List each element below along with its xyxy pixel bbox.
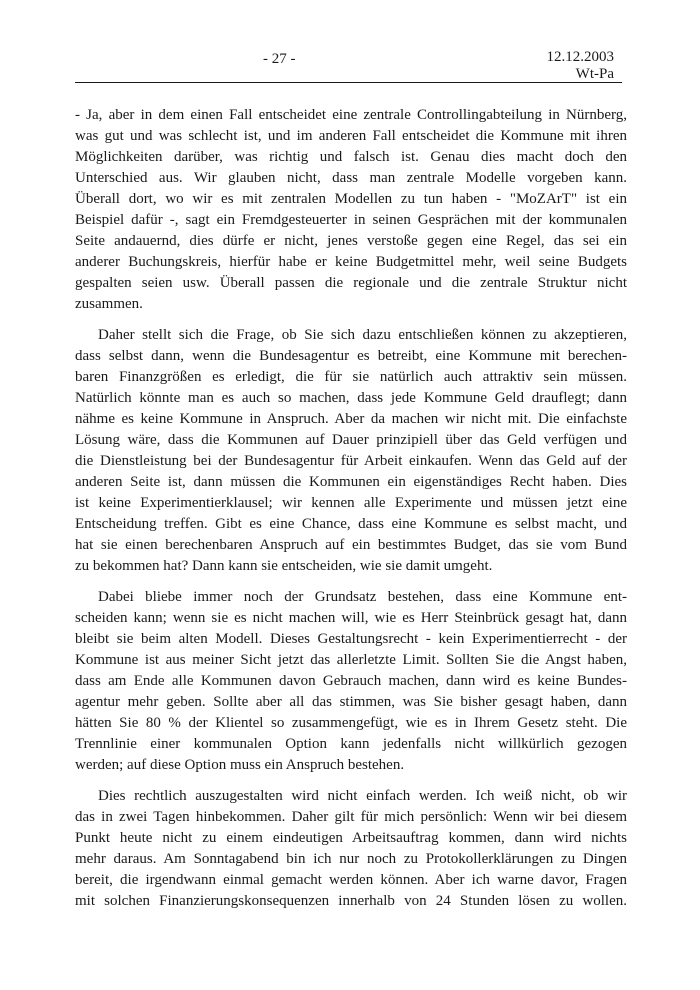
header-date: 12.12.2003	[546, 49, 614, 65]
paragraph	[75, 325, 627, 577]
page-number: - 27 -	[263, 51, 296, 67]
text-line: Entscheidung treffen. Gibt es eine Chance, dass eine Kommune es selbst macht, und	[75, 516, 627, 532]
text-line: anderen Seite ist, dann müssen die Kommunen ein eigenständiges Recht haben. Dies	[75, 474, 627, 490]
text-line: - Ja, aber in dem einen Fall entscheidet eine zentrale Controllingabteilung in Nürnberg,	[75, 107, 627, 123]
text-line: werden; auf diese Option muss ein Anspruch bestehen.	[75, 757, 405, 773]
text-line: anderer Buchungskreis, hierfür habe er keine Budgetmittel mehr, weil seine Budgets	[75, 254, 627, 270]
text-line: Beispiel dafür -, sagt ein Fremdgesteuerter in seinen Gesprächen mit der kommunalen	[75, 212, 627, 228]
text-line: gespalten seien usw. Überall passen die regionale und die zentrale Struktur nicht	[75, 275, 627, 291]
text-line: Lösung wäre, dass die Kommunen auf Dauer prinzipiell über das Geld verfügen und	[75, 432, 627, 448]
text-line: hat sie einen berechenbaren Anspruch auf ein bestimmtes Budget, das sie vom Bund	[75, 537, 627, 553]
page-header	[75, 49, 627, 83]
text-line: Daher stellt sich die Frage, ob Sie sich dazu entschließen können zu akzeptieren,	[98, 327, 627, 343]
header-meta	[547, 49, 615, 83]
text-line: Dies rechtlich auszugestalten wird nicht einfach werden. Ich weiß nicht, ob wir	[98, 788, 627, 804]
text-line: dass am Ende alle Kommunen davon Gebrauch machen, dann wird es keine Bundes-	[75, 673, 627, 689]
paragraph	[75, 786, 627, 912]
text-line: mehr daraus. Am Sonntagabend bin ich nur noch zu Protokollerklärungen zu Dingen	[75, 851, 627, 867]
text-line: nähme es keine Kommune in Anspruch. Aber da machen wir nicht mit. Die einfachste	[75, 411, 627, 427]
text-line: Natürlich könnte man es auch so machen, dass jede Kommune Geld drauflegt; dann	[75, 390, 627, 406]
paragraph	[75, 105, 627, 315]
text-line: Kommune ist aus meiner Sicht jetzt das allerletzte Limit. Sollten Sie die Angst haben,	[75, 652, 627, 668]
text-line: Überall dort, wo wir es mit zentralen Modellen zu tun haben - "MoZArT" ist ein	[75, 191, 627, 207]
text-line: Unterschied aus. Wir glauben nicht, dass man zentrale Modelle vorgeben kann.	[75, 170, 627, 186]
text-line: dass selbst dann, wenn die Bundesagentur es betreibt, eine Kommune mit berechen-	[75, 348, 627, 364]
text-line: ist keine Experimentierklausel; wir kennen alle Experimente und müssen jetzt eine	[75, 495, 627, 511]
text-line: Möglichkeiten darüber, was richtig und falsch ist. Genau dies macht doch den	[75, 149, 627, 165]
text-line: zusammen.	[75, 296, 143, 312]
header-reference: Wt-Pa	[575, 66, 614, 82]
text-line: was gut und was schlecht ist, und im anderen Fall entscheidet die Kommune mit ihren	[75, 128, 627, 144]
text-line: Trennlinie einer kommunalen Option kann jedenfalls nicht willkürlich gezogen	[75, 736, 627, 752]
document-body	[75, 105, 627, 912]
text-line: die Dienstleistung bei der Bundesagentur für Arbeit einkaufen. Wenn das Geld auf der	[75, 453, 627, 469]
text-line: agentur mehr geben. Sollte aber all das stimmen, was Sie bisher gesagt haben, dann	[75, 694, 627, 710]
text-line: mit solchen Finanzierungskonsequenzen innerhalb von 24 Stunden lösen zu wollen.	[75, 893, 627, 909]
header-rule	[75, 82, 622, 83]
text-line: bleibt sie beim alten Modell. Dieses Gestaltungsrecht - kein Experimentierrecht - der	[75, 631, 627, 647]
text-line: scheiden kann; wenn sie es nicht machen will, wie es Herr Steinbrück gesagt hat, dann	[75, 610, 627, 626]
text-line: das in zwei Tagen hinbekommen. Daher gilt für mich persönlich: Wenn wir bei diesem	[75, 809, 627, 825]
text-line: Seite andauernd, dies dürfe er nicht, jenes verstoße gegen eine Regel, das sei ein	[75, 233, 627, 249]
text-line: baren Finanzgrößen es erledigt, die für sie natürlich auch attraktiv sein müssen.	[75, 369, 627, 385]
text-line: Punkt heute nicht zu einem eindeutigen Arbeitsauftrag kommen, dann wird nichts	[75, 830, 627, 846]
text-line: zu bekommen hat? Dann kann sie entscheiden, wie sie damit umgeht.	[75, 558, 493, 574]
text-line: Dabei bliebe immer noch der Grundsatz bestehen, dass eine Kommune ent-	[98, 589, 627, 605]
text-line: hätten Sie 80 % der Klientel so zusammengefügt, wie es in Ihrem Gesetz steht. Die	[75, 715, 627, 731]
paragraph	[75, 587, 627, 776]
text-line: bereit, die irgendwann einmal gemacht werden können. Aber ich warne davor, Fragen	[75, 872, 627, 888]
